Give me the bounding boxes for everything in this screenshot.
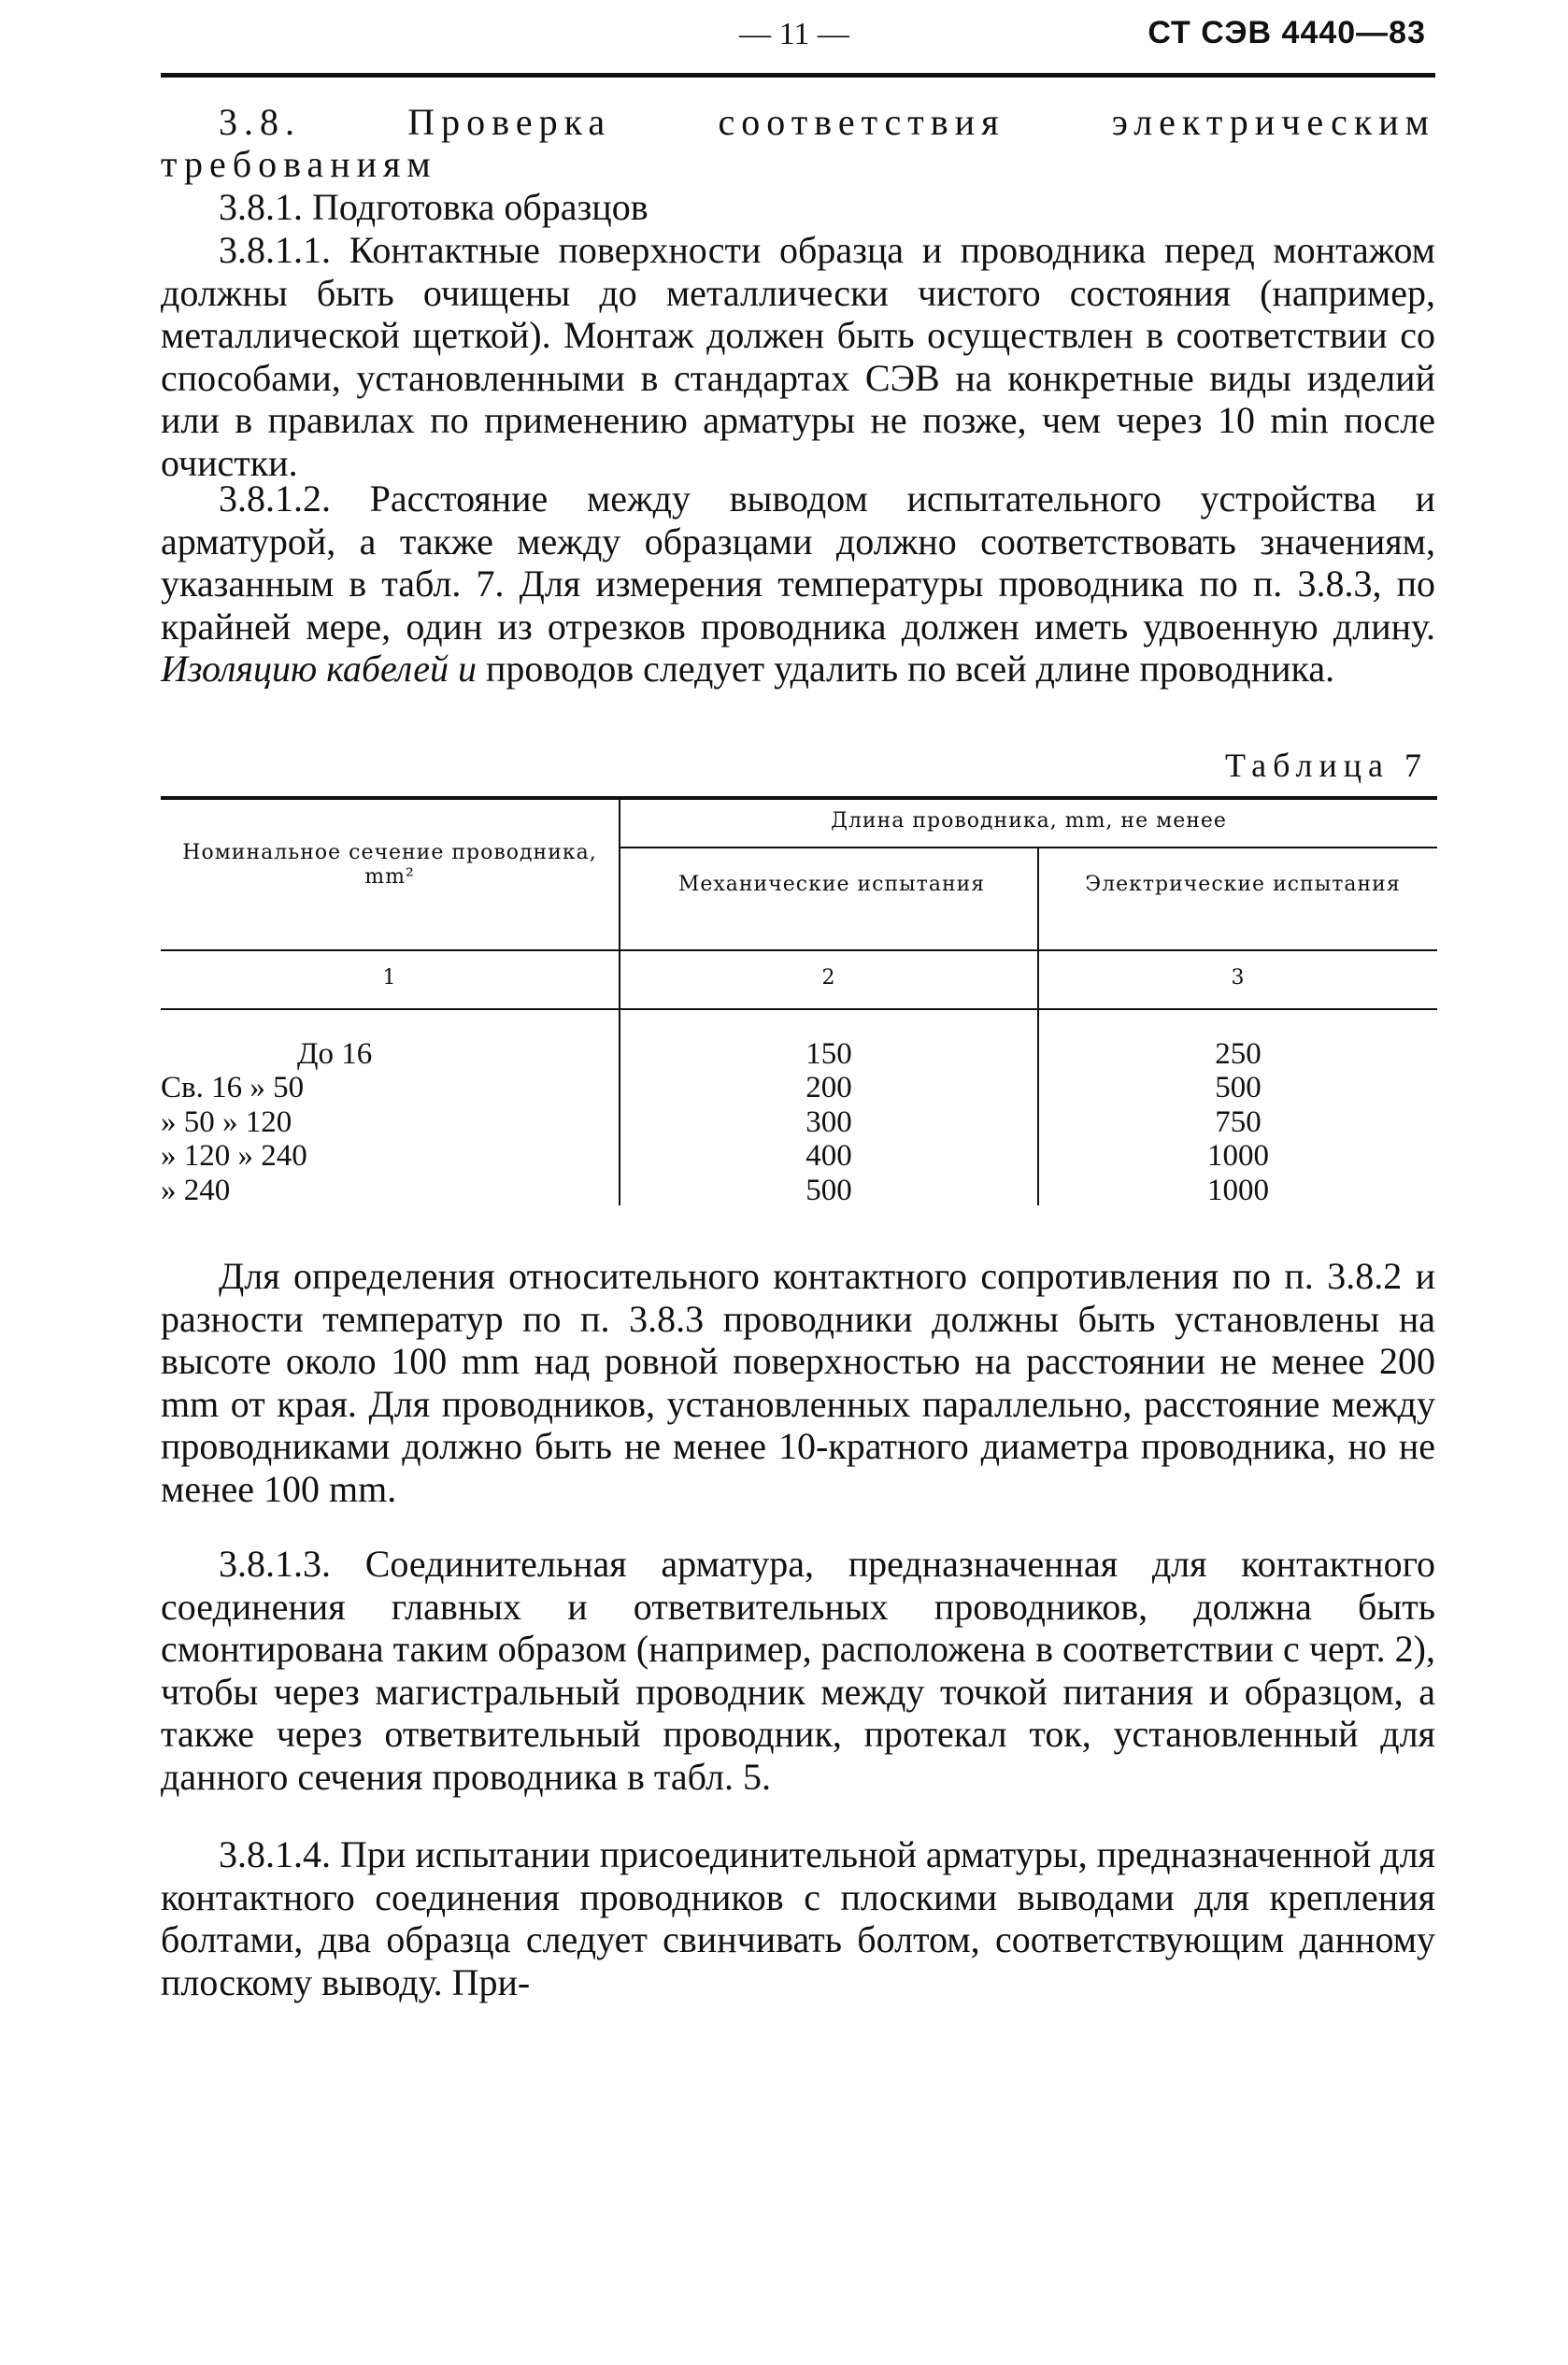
- table-cell-section: » 50 » 120: [161, 1105, 292, 1139]
- col-number-2: 2: [821, 966, 836, 990]
- table-number-rule: [161, 1008, 1437, 1010]
- table-cell-mech: 200: [805, 1071, 852, 1104]
- header-rule: [161, 73, 1435, 78]
- paragraph-conductor-placement: Для определения относительного контактного сопротивления по п. 3.8.2 и разности температур по п. 3.8.3 проводники должны быть установлены на высоте около 100 mm над ровной поверхностью на расстоянии не менее 200 mm от края. Для проводников, установленных параллельно, расстояние между проводниками должно быть не менее 10-кратного диаметра проводника, но не менее 100 mm.: [161, 1255, 1435, 1510]
- table-cell-section: » 120 » 240: [161, 1139, 307, 1173]
- table-cell-section: Св. 16 » 50: [161, 1071, 305, 1104]
- table-cell-section: » 240: [161, 1174, 231, 1207]
- table-header-rule: [161, 949, 1437, 951]
- paragraph-3-8-1-3: 3.8.1.3. Соединительная арматура, предназначенная для контактного соединения главных и ответвительных проводников, должна быть смонтирована таким образом (например, расположена в соответствии с черт. 2), чтобы через магистральный проводник между точкой питания и образцом, а также через ответвительный проводник, протекал ток, установленный для данного сечения проводника в табл. 5.: [161, 1543, 1435, 1798]
- paragraph-3-8-1-2-italic: Изоляцию кабелей и: [161, 648, 477, 690]
- col-number-1: 1: [382, 966, 397, 990]
- table-caption: Таблица 7: [1225, 747, 1428, 784]
- col3-header: Электрические испытания: [1085, 873, 1401, 896]
- table-top-rule: [161, 796, 1437, 800]
- table-cell-elec: 1000: [1207, 1174, 1269, 1207]
- table-cell-mech: 400: [805, 1139, 852, 1173]
- paragraph-3-8-1-2-text: 3.8.1.2. Расстояние между выводом испытательного устройства и арматурой, а также между образцами должно соответствовать значениям, указанным в табл. 7. Для измерения температуры проводника по п. 3.8.3, по крайней мере, один из отрезков проводника должен иметь удвоенную длину.: [161, 477, 1435, 648]
- table-cell-elec: 1000: [1207, 1139, 1269, 1173]
- page-number: — 11 —: [739, 17, 849, 51]
- paragraph-3-8-1-1: 3.8.1.1. Контактные поверхности образца и проводника перед монтажом должны быть очищены до металлически чистого состояния (например, металлической щеткой). Монтаж должен быть осуществлен в соответствии со способами, установленными в стандартах СЭВ на конкретные виды изделий или в правилах по применению арматуры не позже, чем через 10 min после очистки.: [161, 229, 1435, 484]
- paragraph-3-8-1-2-tail: проводов следует удалить по всей длине проводника.: [486, 648, 1335, 690]
- section-title-line2: требованиям: [161, 143, 437, 185]
- table-cell-mech: 150: [805, 1037, 852, 1071]
- subsection-title: [161, 186, 1435, 229]
- table-cell-elec: 500: [1215, 1071, 1262, 1104]
- table-cell-mech: 300: [805, 1105, 852, 1139]
- table-cell-section: До 16: [297, 1037, 373, 1071]
- group-header: Длина проводника, mm, не менее: [831, 809, 1227, 833]
- paragraph-3-8-1-4: 3.8.1.4. При испытании присоединительной арматуры, предназначенной для контактного соединения проводников с плоскими выводами для крепления болтами, два образца следует свинчивать болтом, соответствующим данному плоскому выводу. При-: [161, 1833, 1435, 2003]
- col1-header: Номинальное сечение проводника, mm²: [182, 841, 597, 889]
- table-group-rule: [620, 847, 1437, 848]
- table-cell-mech: 500: [805, 1174, 852, 1207]
- paragraph-3-8-1-2: [161, 477, 1435, 691]
- col-number-3: 3: [1231, 966, 1246, 990]
- col2-header: Механические испытания: [677, 873, 986, 896]
- subsection-title-text: 3.8.1. Подготовка образцов: [219, 186, 649, 228]
- table-cell-elec: 750: [1215, 1105, 1262, 1139]
- section-title-line1: 3.8. Проверка соответствия электрическим: [219, 101, 1435, 143]
- table-cell-elec: 250: [1215, 1037, 1262, 1071]
- standard-code: СТ СЭВ 4440—83: [1147, 15, 1426, 50]
